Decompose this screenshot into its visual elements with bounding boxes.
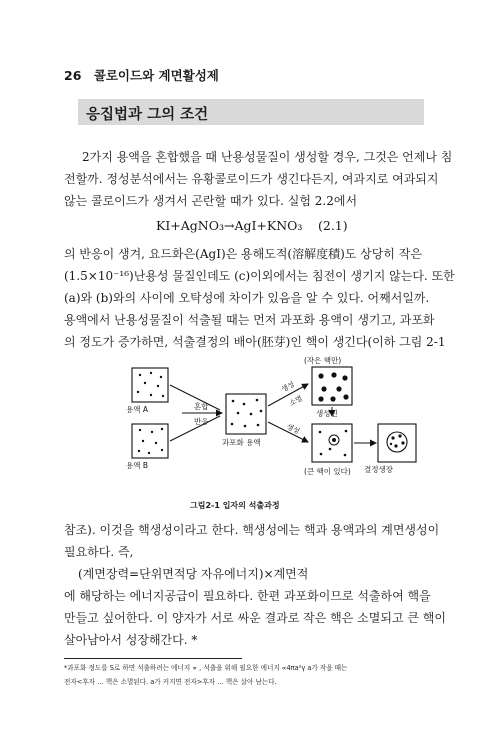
footnote-line-1: *과포화 정도를 S로 하면 석출하려는 에너지 ∝ , 석출을 위해 필요한 에너지 ∝4πa²γ a가 작을 때는 (64, 664, 348, 672)
equation-number: (2.1) (318, 218, 348, 233)
paragraph-2-line-2: (1.5×10⁻¹⁶)난용성 물질인데도 (c)이외에서는 침전이 생기지 않는다. 또한 (64, 269, 455, 283)
section-title: 응집법과 그의 조건 (86, 107, 209, 123)
small-nuclei-label: (작은 핵만) (304, 356, 342, 365)
paragraph-1-line-2: 전할까. 정성분석에서는 유황콜로이드가 생긴다든지, 여과지로 여과되지 (64, 172, 439, 186)
supersaturated-label: 과포화 용액 (222, 438, 261, 447)
equation: KI+AgNO₃→AgI+KNO₃ (156, 218, 303, 233)
paragraph-2-line-5: 의 정도가 증가하면, 석출결정의 배아(胚芽)인 핵이 생긴다(이하 그림 2-1 (64, 335, 446, 349)
crystal-growth-label: 결정생장 (364, 465, 393, 474)
reaction-label: 반응 (194, 417, 209, 426)
paragraph-3-line-4: 에 해당하는 에너지공급이 필요하다. 한편 과포화이므로 석출하여 핵을 (64, 589, 431, 603)
footnote-divider (64, 658, 242, 659)
large-nuclei-label: (큰 핵이 있다) (304, 467, 351, 476)
precipitate-label: 생성진 (316, 409, 338, 418)
paragraph-2-line-3: (a)와 (b)와의 사이에 오탁성에 차이가 있음을 알 수 있다. 어째서일까. (64, 291, 430, 305)
disappear-label: 소멸 (288, 394, 304, 408)
generation-label-top: 생성 (280, 380, 296, 394)
paragraph-3-line-1: 참조). 이것을 핵생성이라고 한다. 핵생성에는 핵과 용액과의 계면생성이 (64, 523, 440, 537)
solution-b-label: 용액 B (126, 461, 149, 470)
page-header (64, 66, 219, 84)
mixing-label: 혼합 (194, 402, 209, 411)
footnote-line-2: 전자<후자 … 핵은 소멸된다. a가 커지면 전자>후자 … 핵은 살아 남는다. (64, 678, 277, 686)
supersaturated-box (226, 394, 266, 434)
generation-label-bottom: 생성 (285, 422, 301, 436)
paragraph-2-line-1: 의 반응이 생겨, 요드화은(AgI)은 용해도적(溶解度積)도 상당히 작은 (64, 247, 422, 261)
solution-a-label: 용액 A (126, 405, 149, 414)
paragraph-3-line-6: 살아남아서 성장해간다. * (64, 633, 198, 647)
chapter-title: 콜로이드와 계면활성제 (93, 68, 219, 83)
figure-caption: 그림2-1 입자의 석출과정 (190, 501, 280, 510)
page-number: 26 (64, 68, 82, 83)
paragraph-2-line-4: 용액에서 난용성물질이 석출될 때는 먼저 과포화 용액이 생기고, 과포화 (64, 313, 435, 327)
paragraph-3-line-2: 필요하다. 즉, (64, 545, 134, 559)
paragraph-3-formula: (계면장력=단위면적당 자유에너지)×계면적 (78, 567, 309, 581)
paragraph-1-line-3: 않는 콜로이드가 생겨서 곤란할 때가 있다. 실험 2.2에서 (64, 194, 358, 208)
paragraph-1-line-1: 2가지 용액을 혼합했을 때 난용성물질이 생성할 경우, 그것은 언제나 침 (82, 150, 453, 164)
figure-precipitation-process (118, 356, 418, 492)
paragraph-3-line-5: 만들고 싶어한다. 이 양자가 서로 싸운 결과로 작은 핵은 소멸되고 큰 핵이 (64, 611, 446, 625)
